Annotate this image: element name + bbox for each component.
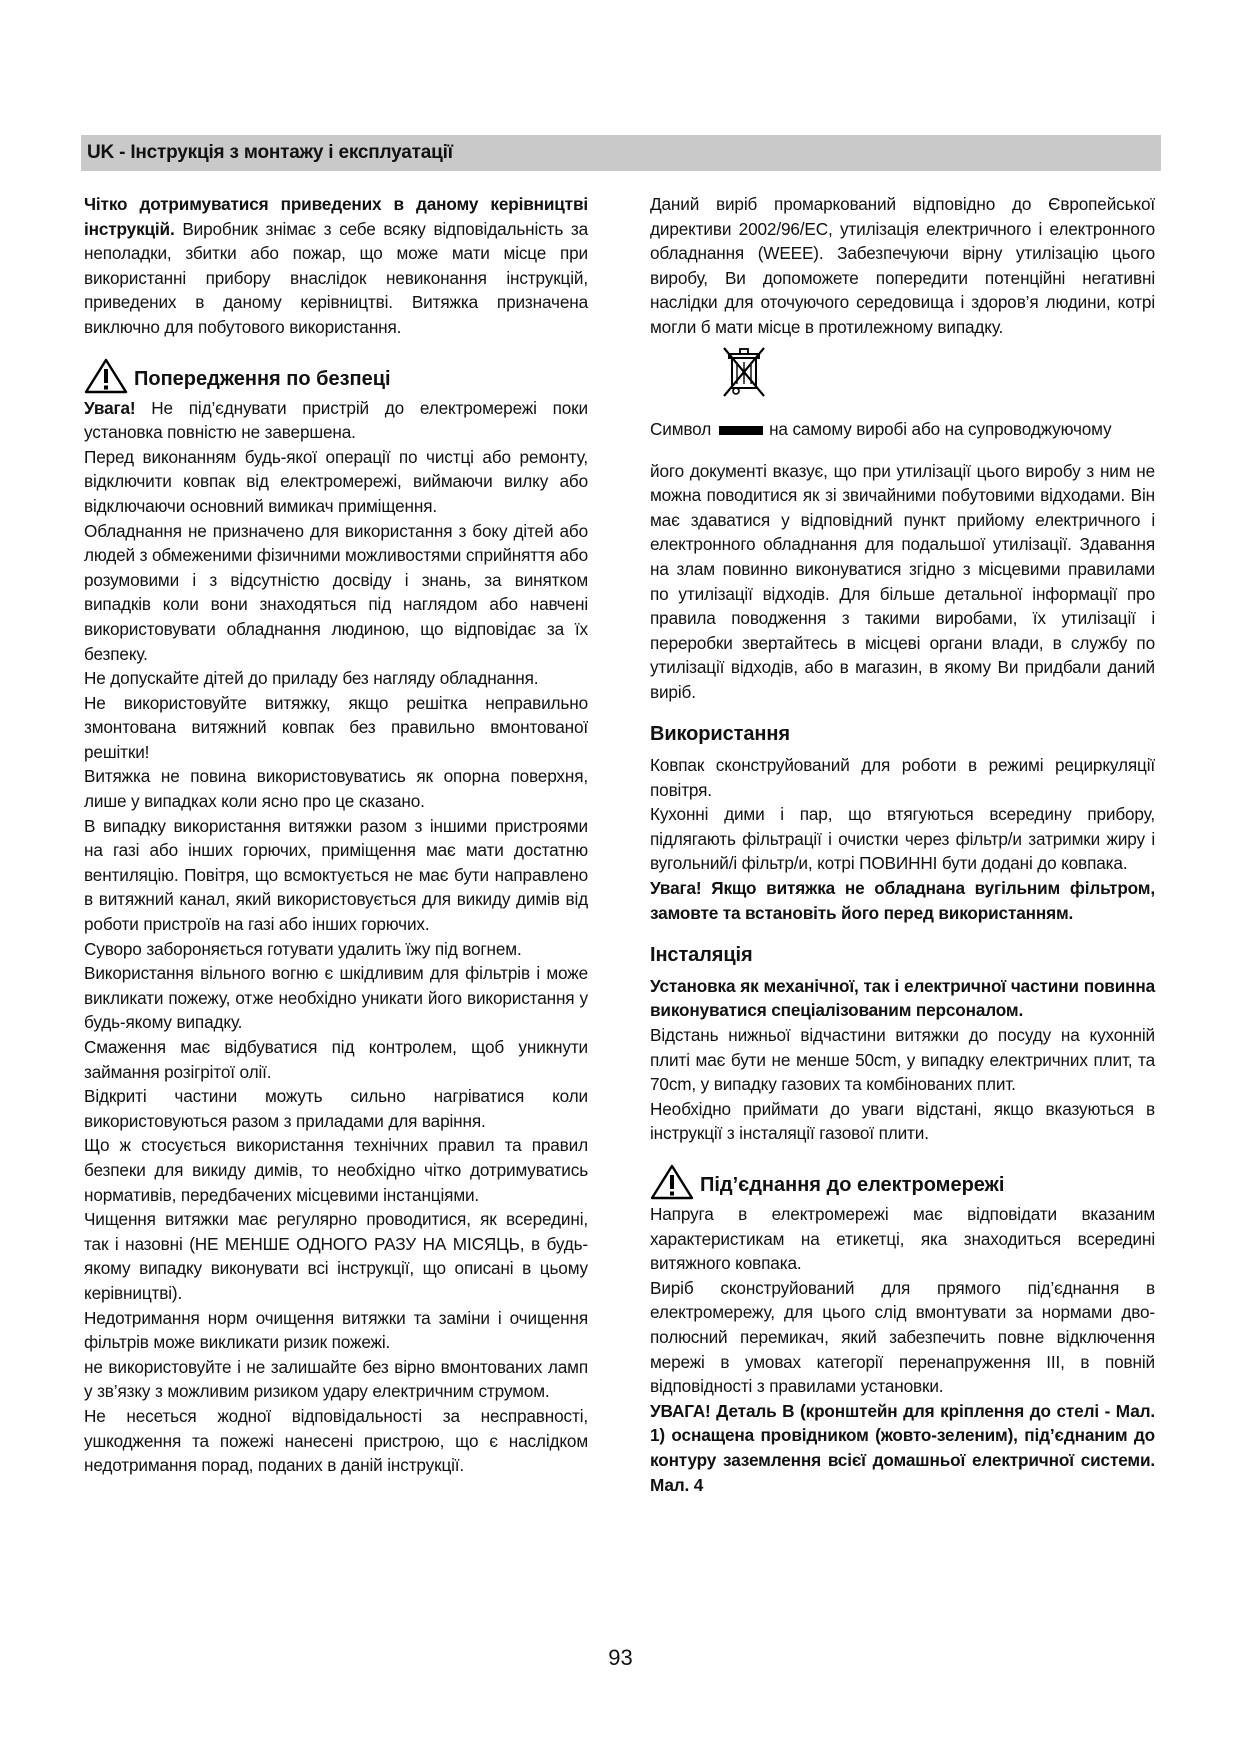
electric-title: Під’єднання до електромережі — [700, 1174, 1005, 1197]
safety-text: Не під’єднувати пристрій до електромережі поки установка повністю не завершена. — [84, 397, 588, 443]
warning-triangle-icon — [84, 358, 128, 394]
safety-paragraph: Використання вільного вогню є шкідливим для фільтрів і може викликати пожежу, отже необхідно уникати його використання у будь-якому випадку. — [84, 963, 588, 1033]
safety-paragraph: Смаження має відбуватися під контролем, щоб уникнути займання розігрітої олії. — [84, 1037, 588, 1082]
safety-paragraph: Недотримання норм очищення витяжки та заміни і очищення фільтрів може викликати ризик пожежі. — [84, 1307, 588, 1353]
electric-paragraph: Виріб сконструйований для прямого під’єднання в електромережу, для цього слід вмонтувати за нормами дво-полюсний перемикач, який забезпечить повне відключення мережі в умовах категорії перенапруження III, в повній відповідності з правилами установки. — [650, 1277, 1155, 1397]
black-bar-symbol-icon — [719, 426, 763, 435]
attention-label: Увага! — [84, 397, 136, 418]
electric-warning: УВАГА! Деталь B (кронштейн для кріплення до стелі - Мал. 1) оснащена провідником (жовто-зеленим), під’єднаним до контуру заземлення всієї домашньої електричної системи. Мал. 4 — [650, 1400, 1155, 1495]
install-heading: Інсталяція — [650, 944, 753, 967]
safety-paragraph: Витяжка не повина використовуватись як опорна поверхня, лише у випадках коли ясно про це сказано. — [84, 766, 588, 812]
install-warning: Установка як механічної, так і електричної частини повинна виконуватися спеціалізованим персоналом. — [650, 975, 1155, 1021]
safety-paragraph: Що ж стосується використання технічних правил та правил безпеки для викиду димів, то необхідно чітко дотримуватись нормативів, передбачених місцевими інстанціями. — [84, 1135, 588, 1205]
safety-paragraph: Обладнання не призначено для використання з боку дітей або людей з обмеженими фізичними можливостями сприйняття або розумовими і з відсутністю досвіду і знань, за винятком випадків коли вони знаходяться під наглядом або навчені використовувати обладнання людиною, що відповідає за їх безпеку. — [84, 520, 589, 664]
left-column — [84, 192, 588, 1478]
electric-paragraph: Напруга в електромережі має відповідати вказаним характеристикам на етикетці, яка знаходиться всередині витяжного ковпака. — [650, 1203, 1155, 1274]
safety-title: Попередження по безпеці — [134, 367, 391, 390]
safety-paragraph: Не несеться жодної відповідальності за несправності, ушкодження та пожежі нанесені пристрою, що є наслідком недотримання порад, поданих в даній інструкції. — [84, 1405, 588, 1476]
safety-paragraph: Не використовуйте витяжку, якщо решітка неправильно змонтована витяжний ковпак без правильно вмонтованої решітки! — [84, 692, 588, 762]
right-column — [650, 192, 1155, 1497]
use-warning: Увага! Якщо витяжка не обладнана вугільним фільтром, замовте та встановіть його перед використанням. — [650, 878, 1155, 923]
symbol-paragraph-continued: його документі вказує, що при утилізації цього виробу з ним не можна поводитися як зі звичайними побутовими відходами. Він має здаватися у відповідний пункт прийому електричного і електронного обладнання для подальшої утилізації. Здавання на злам повинно виконуватися згідно з місцевими правилами по утилізації відходів. Для більше детальної інформації про правила поводження з такими виробами, їх утилізації і переробки звертайтесь в місцеві органи влади, в службу по утилізації відходів, або в магазин, в якому Ви придбали даний виріб. — [650, 460, 1155, 702]
intro-bold: Чітко дотримуватися приведених в даному керівництві інструкцій. — [84, 194, 588, 239]
section-header-bar — [81, 135, 1161, 171]
safety-paragraph: В випадку використання витяжки разом з іншими пристроями на газі або інших горючих, приміщення має мати достатню вентиляцію. Повітря, що всмоктується не має бути направлено в витяжний канал, який використовується для викиду димів від роботи пристроїв на газі або інших горючих. — [84, 815, 588, 935]
warning-triangle-icon — [650, 1164, 694, 1200]
safety-paragraph: не використовуйте і не залишайте без вірно вмонтованих ламп у зв’язку з можливим ризиком удару електричним струмом. — [84, 1356, 588, 1402]
page-title: UK - Інструкція з монтажу і експлуатації — [87, 142, 453, 163]
install-paragraph: Відстань нижньої відчастини витяжки до посуду на кухонній плиті має бути не менше 50cm, у випадку електричних плит, та 70cm, у випадку газових та комбінованих плит. — [650, 1025, 1155, 1095]
safety-paragraph: Суворо забороняється готувати удалить їжу під вогнем. — [84, 938, 522, 959]
intro-paragraph — [84, 192, 588, 340]
page-number: 93 — [608, 1645, 633, 1670]
safety-paragraph: Перед виконанням будь-якої операції по чистці або ремонту, відключити ковпак від електромережі, виймаючи вилку або відключаючи основний вимикач приміщення. — [84, 446, 588, 516]
symbol-paragraph — [650, 417, 1155, 442]
safety-paragraph: Чищення витяжки має регулярно проводитися, як всередині, так і назовні (НЕ МЕНШЕ ОДНОГО РАЗУ НА МІСЯЦЬ, в будь-якому випадку виконувати всі інструкції, що описані в цьому керівництві). — [84, 1209, 588, 1303]
install-paragraph: Необхідно приймати до уваги відстані, якщо вказуються в інструкції з інсталяції газової плити. — [650, 1098, 1155, 1144]
safety-paragraph: Відкриті частини можуть сильно нагріватися коли використовуються разом з приладами для варіння. — [84, 1086, 588, 1131]
safety-paragraph — [84, 396, 588, 445]
weee-symbol-row — [650, 344, 1155, 400]
electric-heading — [650, 1164, 1155, 1200]
crossed-bin-icon — [722, 344, 766, 400]
safety-paragraph: Не допускайте дітей до приладу без нагляду обладнання. — [84, 668, 539, 689]
symbol-word: Символ — [650, 418, 712, 439]
use-heading: Використання — [650, 723, 790, 746]
intro-text: Виробник знімає з себе всяку відповідальність за неполадки, збитки або пожар, що може мати місце при використанні прибору внаслідок невиконання інструкцій, приведених в даному керівництві. Витяжка призначена виключно для побутового використання. — [84, 218, 588, 337]
use-paragraph: Кухонні дими і пар, що втягуються всередину прибору, підлягають фільтрації і очистки через фільтр/и затримки жиру і вугольний/і фільтр/и, котрі ПОВИННІ бути додані до ковпака. — [650, 804, 1155, 874]
use-paragraph: Ковпак сконструйований для роботи в режимі рециркуляції повітря. — [650, 755, 1155, 800]
weee-paragraph: Даний виріб промаркований відповідно до Європейської директиви 2002/96/EC, утилізація електричного і електронного обладнання (WEEE). Забезпечуючи вірну утилізацію цього виробу, Ви допоможете попередити потенційні негативні наслідки для оточуючого середовища і здоров’я людини, котрі могли б мати місце в протилежному випадку. — [650, 194, 1155, 337]
safety-heading — [84, 358, 588, 394]
symbol-text-first: на самому виробі або на супроводжуючому — [769, 418, 1112, 439]
